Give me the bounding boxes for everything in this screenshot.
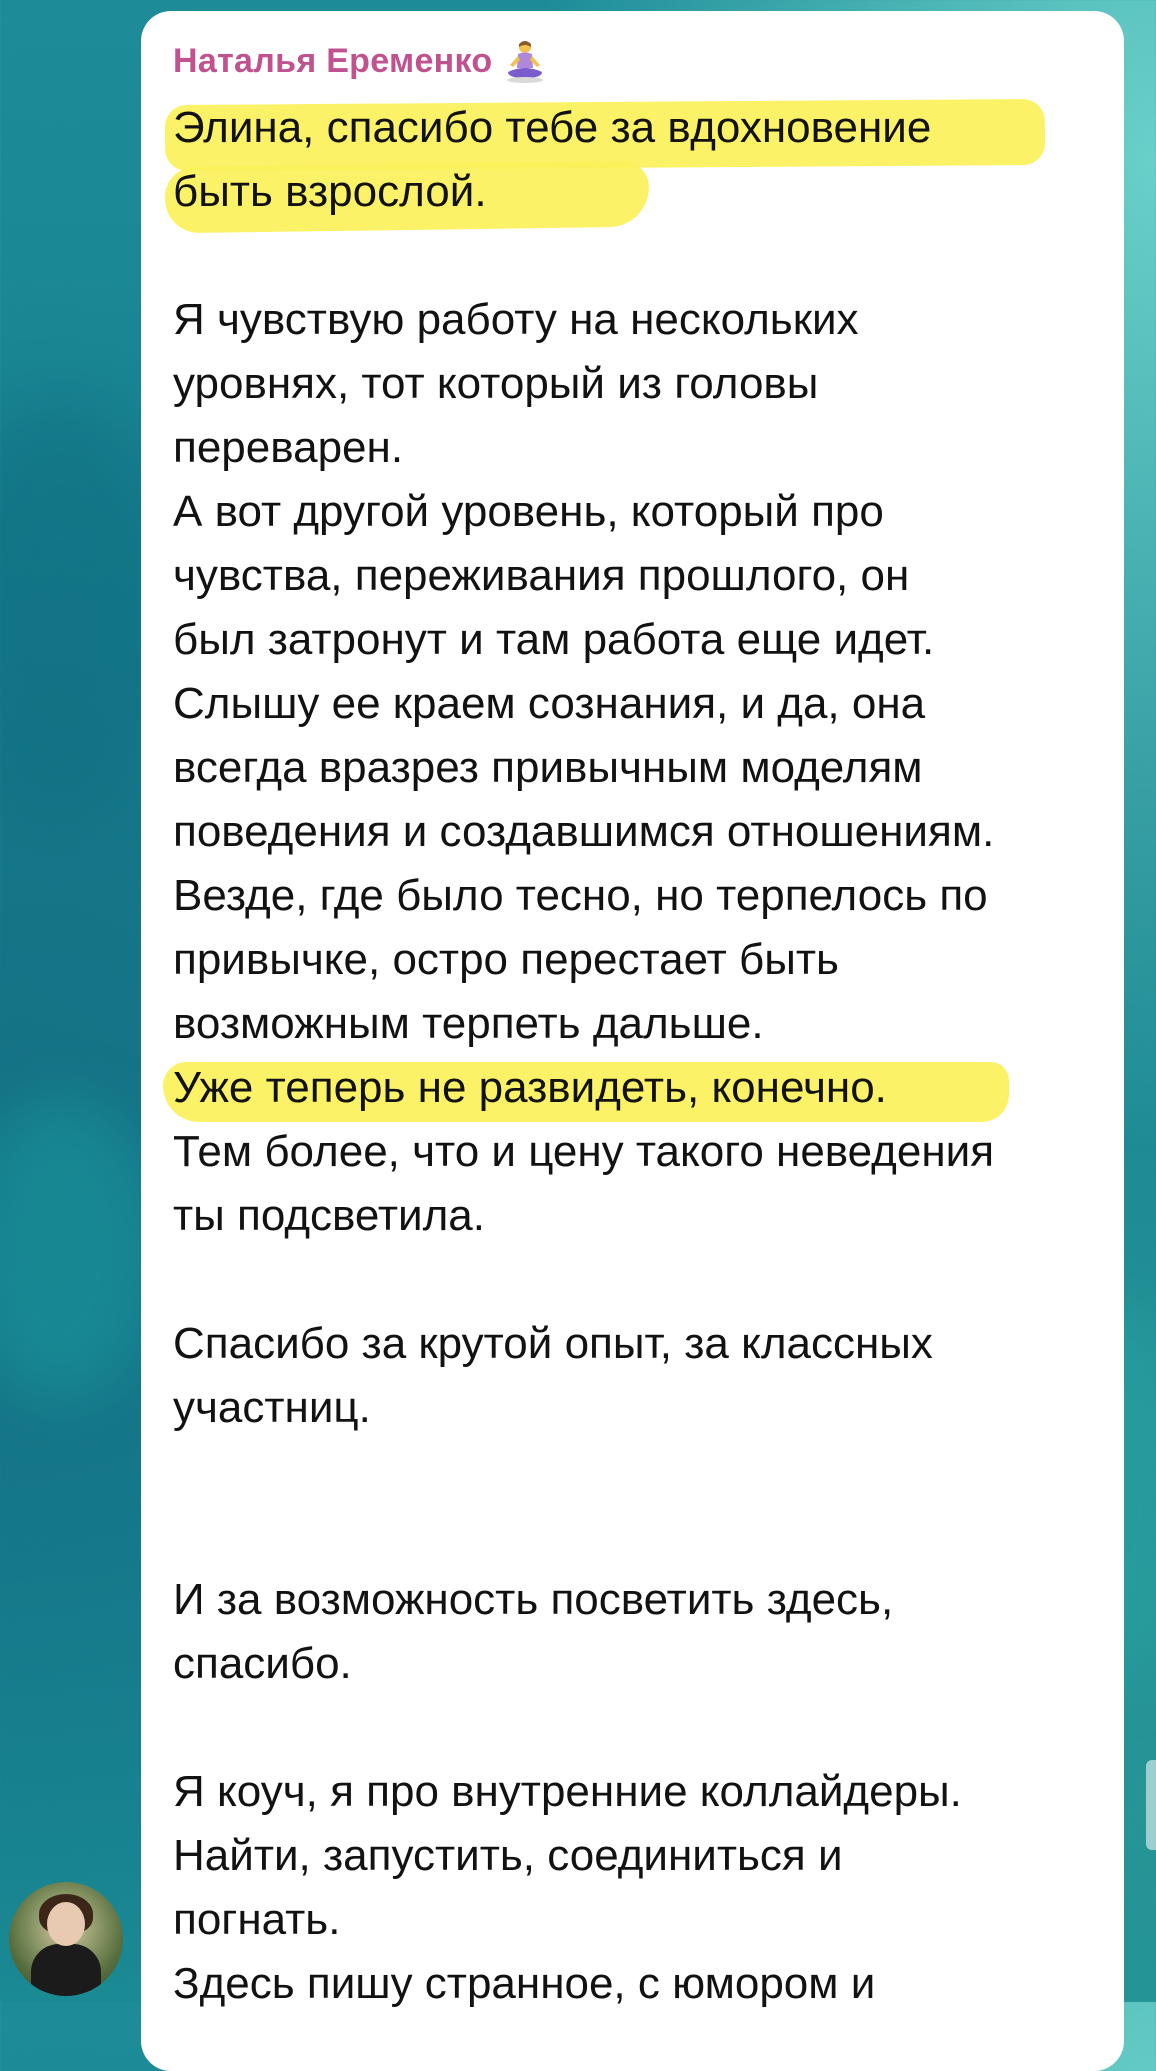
message-line-text: Уже теперь не развидеть, конечно. [173, 1063, 887, 1112]
sender-avatar[interactable] [9, 1882, 123, 1996]
message-line [173, 1184, 1103, 1248]
message-line [173, 608, 1103, 672]
message-line-text: поведения и создавшимся отношениям. [173, 807, 995, 856]
message-line [173, 800, 1103, 864]
message-line-text: Тем более, что и цену такого неведения [173, 1127, 995, 1176]
edge-bubble-fragment [1146, 1760, 1156, 1850]
message-line-text: Я чувствую работу на нескольких [173, 295, 859, 344]
message-line [173, 1632, 1103, 1696]
message-line [173, 992, 1103, 1056]
message-line [173, 864, 1103, 928]
message-line [173, 672, 1103, 736]
message-header [173, 38, 1124, 84]
message-line-text: быть взрослой. [173, 167, 487, 216]
message-line-text: Здесь пишу странное, с юмором и [173, 1959, 876, 2008]
message-line [173, 160, 1103, 224]
blank-line [173, 1696, 1103, 1760]
message-line-text: всегда вразрез привычным моделям [173, 743, 923, 792]
message-line-text: И за возможность посветить здесь, [173, 1575, 894, 1624]
message-line [173, 736, 1103, 800]
message-line [173, 288, 1103, 352]
message-line-text: переварен. [173, 423, 404, 472]
message-line [173, 1888, 1103, 1952]
message-line [173, 1312, 1103, 1376]
message-line-text: Элина, спасибо тебе за вдохновение [173, 103, 932, 152]
message-line [173, 1120, 1103, 1184]
message-line-text: спасибо. [173, 1639, 352, 1688]
sender-name[interactable]: Наталья Еременко [173, 41, 493, 80]
message-line [173, 544, 1103, 608]
message-line-text: чувства, переживания прошлого, он [173, 551, 910, 600]
message-bubble[interactable] [141, 11, 1124, 2071]
blank-line [173, 1248, 1103, 1312]
message-line-text: был затронут и там работа еще идет. [173, 615, 935, 664]
message-line [173, 1376, 1103, 1440]
message-line-text: Спасибо за крутой опыт, за классных [173, 1319, 933, 1368]
message-line-text: возможным терпеть дальше. [173, 999, 764, 1048]
message-line [173, 352, 1103, 416]
blank-line [173, 1440, 1103, 1504]
message-line [173, 416, 1103, 480]
message-line-text: погнать. [173, 1895, 341, 1944]
message-line-text: Я коуч, я про внутренние коллайдеры. [173, 1767, 962, 1816]
message-line-text: Везде, где было тесно, но терпелось по [173, 871, 988, 920]
meditation-emoji-icon [502, 38, 548, 84]
message-line [173, 1824, 1103, 1888]
blank-line [173, 1504, 1103, 1568]
message-line [173, 1568, 1103, 1632]
message-line-text: участниц. [173, 1383, 371, 1432]
message-line-text: уровнях, тот который из головы [173, 359, 819, 408]
avatar-body [31, 1944, 101, 1996]
message-line [173, 1056, 1103, 1120]
message-body[interactable] [173, 96, 1103, 2016]
message-line-text: Найти, запустить, соединиться и [173, 1831, 843, 1880]
wallpaper-decor [0, 1100, 160, 1400]
message-line [173, 1952, 1103, 2016]
message-line [173, 1760, 1103, 1824]
message-line-text: ты подсветила. [173, 1191, 485, 1240]
avatar-face [47, 1902, 85, 1946]
message-line [173, 928, 1103, 992]
blank-line [173, 224, 1103, 288]
message-line-text: А вот другой уровень, который про [173, 487, 884, 536]
message-line-text: Слышу ее краем сознания, и да, она [173, 679, 926, 728]
message-line-text: привычке, остро перестает быть [173, 935, 839, 984]
message-line [173, 480, 1103, 544]
message-line [173, 96, 1103, 160]
